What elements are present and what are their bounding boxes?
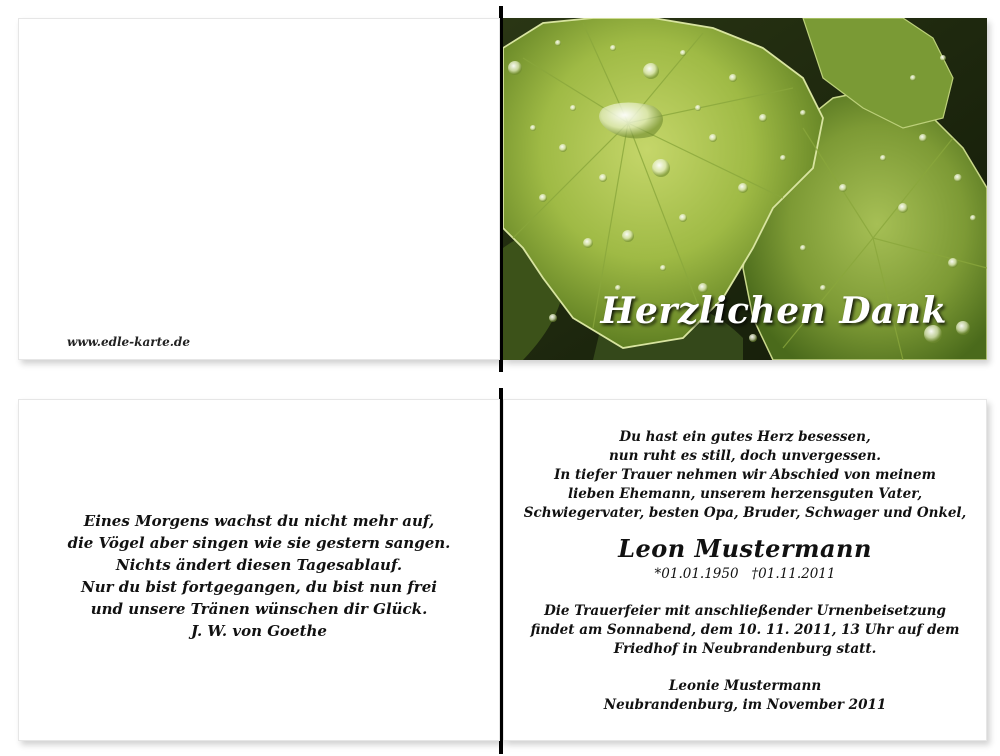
poem-author: J. W. von Goethe — [191, 622, 327, 640]
ceremony-line: Friedhof in Neubrandenburg statt. — [613, 641, 877, 657]
card-cover-panel — [503, 18, 987, 360]
poem — [19, 510, 499, 642]
poem-line: die Vögel aber singen wie sie gestern sangen. — [67, 534, 451, 552]
intro-line: lieben Ehemann, unserem herzensguten Vater, — [567, 486, 923, 502]
intro-line: In tiefer Trauer nehmen wir Abschied von meinem — [554, 467, 936, 483]
website-label: www.edle-karte.de — [67, 335, 190, 349]
spacer — [504, 659, 986, 677]
poem-line: Nur du bist fortgegangen, du bist nun frei — [81, 578, 437, 596]
card-back-panel — [18, 18, 500, 360]
signature-line: Leonie Mustermann — [668, 678, 822, 694]
ceremony-line: Die Trauerfeier mit anschließender Urnenbeisetzung — [544, 603, 946, 619]
intro-line: Schwiegervater, besten Opa, Bruder, Schwager und Onkel, — [523, 505, 967, 521]
deceased-name: Leon Mustermann — [618, 534, 872, 563]
poem-line: Eines Morgens wachst du nicht mehr auf, — [83, 512, 435, 530]
ceremony-line: findet am Sonnabend, dem 10. 11. 2011, 13 Uhr auf dem — [530, 622, 960, 638]
notice-text — [504, 428, 986, 715]
poem-line: und unsere Tränen wünschen dir Glück. — [90, 600, 428, 618]
poem-line: Nichts ändert diesen Tagesablauf. — [115, 556, 403, 574]
intro-line: Du hast ein gutes Herz besessen, — [619, 429, 871, 445]
life-dates: *01.01.1950 †01.11.2011 — [654, 566, 836, 582]
notice-panel — [503, 399, 987, 741]
intro-line: nun ruht es still, doch unvergessen. — [608, 448, 882, 464]
poem-panel — [18, 399, 500, 741]
spacer — [504, 584, 986, 602]
card-title: Herzlichen Dank — [600, 290, 947, 332]
signature-line: Neubrandenburg, im November 2011 — [603, 697, 887, 713]
